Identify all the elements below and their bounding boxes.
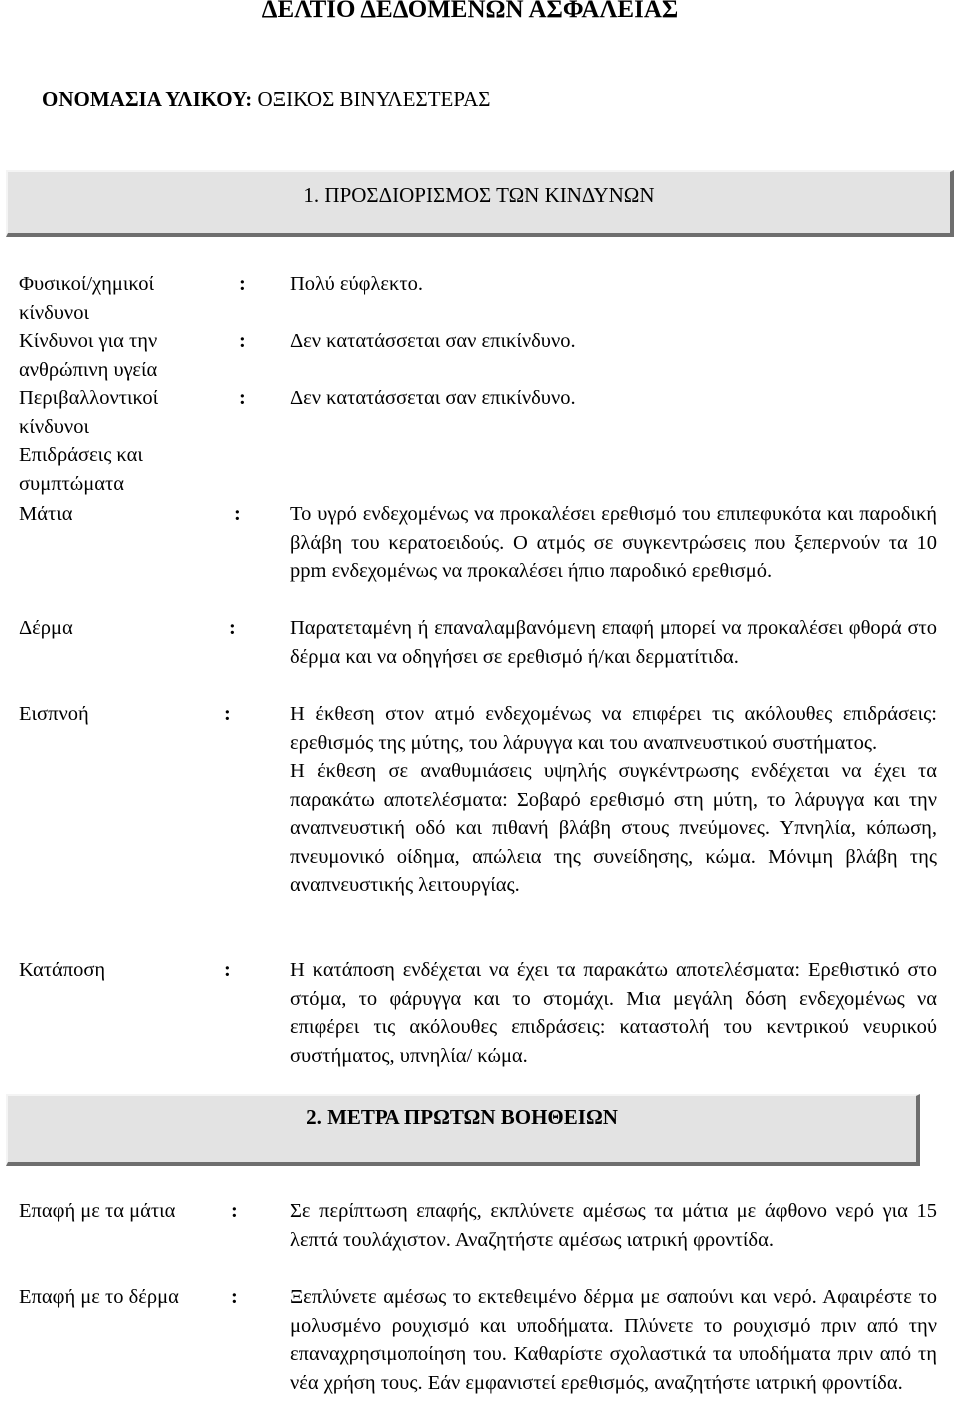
row-colon: : bbox=[231, 1286, 238, 1308]
row-colon: : bbox=[229, 617, 236, 639]
row-value: Ξεπλύνετε αμέσως το εκτεθειμένο δέρμα με σαπούνι και νερό. Αφαιρέστε το μολυσμένο ρουχισμό και υποδήματα. Πλύνετε το ρουχισμό πριν από την επαναχρησιμοποίηση του. Καθαρίστε σχολαστικά τα υποδήματα πριν από τη νέα χρήση τους. Εάν εμφανιστεί ερεθισμός, αναζητήστε ιατρική φροντίδα. bbox=[290, 1286, 937, 1394]
row-label: Επαφή με τα μάτια bbox=[19, 1200, 176, 1222]
row-colon: : bbox=[224, 703, 231, 725]
product-name: ΟΞΙΚΟΣ ΒΙΝΥΛΕΣΤΕΡΑΣ bbox=[252, 87, 491, 111]
row-label: Φυσικοί/χημικοί κίνδυνοι bbox=[19, 273, 155, 324]
row-value: Η κατάποση ενδέχεται να έχει τα παρακάτω αποτελέσματα: Ερεθιστικό στο στόμα, το φάρυγγα και το στομάχι. Μια μεγάλη δόση ενδεχομένως να επιφέρει τις ακόλουθες επιδράσεις: καταστολή του κεντρικού νευρικού συστήματος, υπνηλία/ κώμα. bbox=[290, 959, 937, 1067]
section-1-heading: 1. ΠΡΟΣΔΙΟΡΙΣΜΟΣ ΤΩΝ ΚΙΝΔΥΝΩΝ bbox=[303, 183, 655, 207]
row-label: Κατάποση bbox=[19, 959, 106, 981]
row-label: Εισπνοή bbox=[19, 703, 89, 725]
row-value: Δεν κατατάσσεται σαν επικίνδυνο. bbox=[290, 330, 576, 352]
row-colon: : bbox=[239, 387, 246, 409]
row-label: Επιδράσεις και συμπτώματα bbox=[19, 444, 143, 495]
row-label: Δέρμα bbox=[19, 617, 73, 639]
section-2-heading: 2. ΜΕΤΡΑ ΠΡΩΤΩΝ ΒΟΗΘΕΙΩΝ bbox=[306, 1105, 618, 1129]
row-value: Το υγρό ενδεχομένως να προκαλέσει ερεθισμό του επιπεφυκότα και παροδική βλάβη του κερατοειδούς. Ο ατμός σε συγκεντρώσεις που ξεπερνούν τα 10 ppm ενδεχομένως να προκαλέσει ήπιο παροδικό ερεθισμό. bbox=[290, 503, 937, 582]
row-label: Επαφή με το δέρμα bbox=[19, 1286, 179, 1308]
row-label: Μάτια bbox=[19, 503, 73, 525]
product-label: ΟΝΟΜΑΣΙΑ ΥΛΙΚΟΥ: bbox=[42, 87, 253, 111]
row-colon: : bbox=[231, 1200, 238, 1222]
row-value: Δεν κατατάσσεται σαν επικίνδυνο. bbox=[290, 387, 576, 409]
section-1-header bbox=[6, 170, 954, 237]
row-colon: : bbox=[239, 273, 246, 295]
row-label: Κίνδυνοι για την ανθρώπινη υγεία bbox=[19, 330, 158, 381]
section-2-header bbox=[6, 1094, 920, 1166]
row-colon: : bbox=[224, 959, 231, 981]
row-value: Παρατεταμένη ή επαναλαμβανόμενη επαφή μπορεί να προκαλέσει φθορά στο δέρμα και να οδηγήσει σε ερεθισμό ή/και δερματίτιδα. bbox=[290, 617, 937, 668]
document-title: ΔΕΛΤΙΟ ΔΕΔΟΜΕΝΩΝ ΑΣΦΑΛΕΙΑΣ bbox=[261, 0, 679, 23]
row-value: Πολύ εύφλεκτο. bbox=[290, 273, 423, 295]
row-colon: : bbox=[234, 503, 241, 525]
row-colon: : bbox=[239, 330, 246, 352]
product-name-line bbox=[42, 84, 491, 114]
inhalation-paragraph-2: Η έκθεση σε αναθυμιάσεις υψηλής συγκέντρωσης ενδέχεται να έχει τα παρακάτω αποτελέσματα: Σοβαρό ερεθισμό στη μύτη, το λάρυγγα και την αναπνευστική οδό και πιθανή βλάβη στους πνεύμονες. Υπνηλία, κόπωση, πνευμονικό οίδημα, απώλεια της συνείδησης, κώμα. Μόνιμη βλάβη της αναπνευστικής λειτουργίας. bbox=[290, 760, 937, 896]
row-value bbox=[290, 700, 937, 900]
inhalation-paragraph-1: Η έκθεση στον ατμό ενδεχομένως να επιφέρει τις ακόλουθες επιδράσεις: ερεθισμός της μύτης, του λάρυγγα και του αναπνευστικού συστήματος. bbox=[290, 703, 937, 754]
row-value: Σε περίπτωση επαφής, εκπλύνετε αμέσως τα μάτια με άφθονο νερό για 15 λεπτά τουλάχιστον. Αναζητήστε αμέσως ιατρική φροντίδα. bbox=[290, 1200, 937, 1251]
row-label: Περιβαλλοντικοί κίνδυνοι bbox=[19, 387, 159, 438]
